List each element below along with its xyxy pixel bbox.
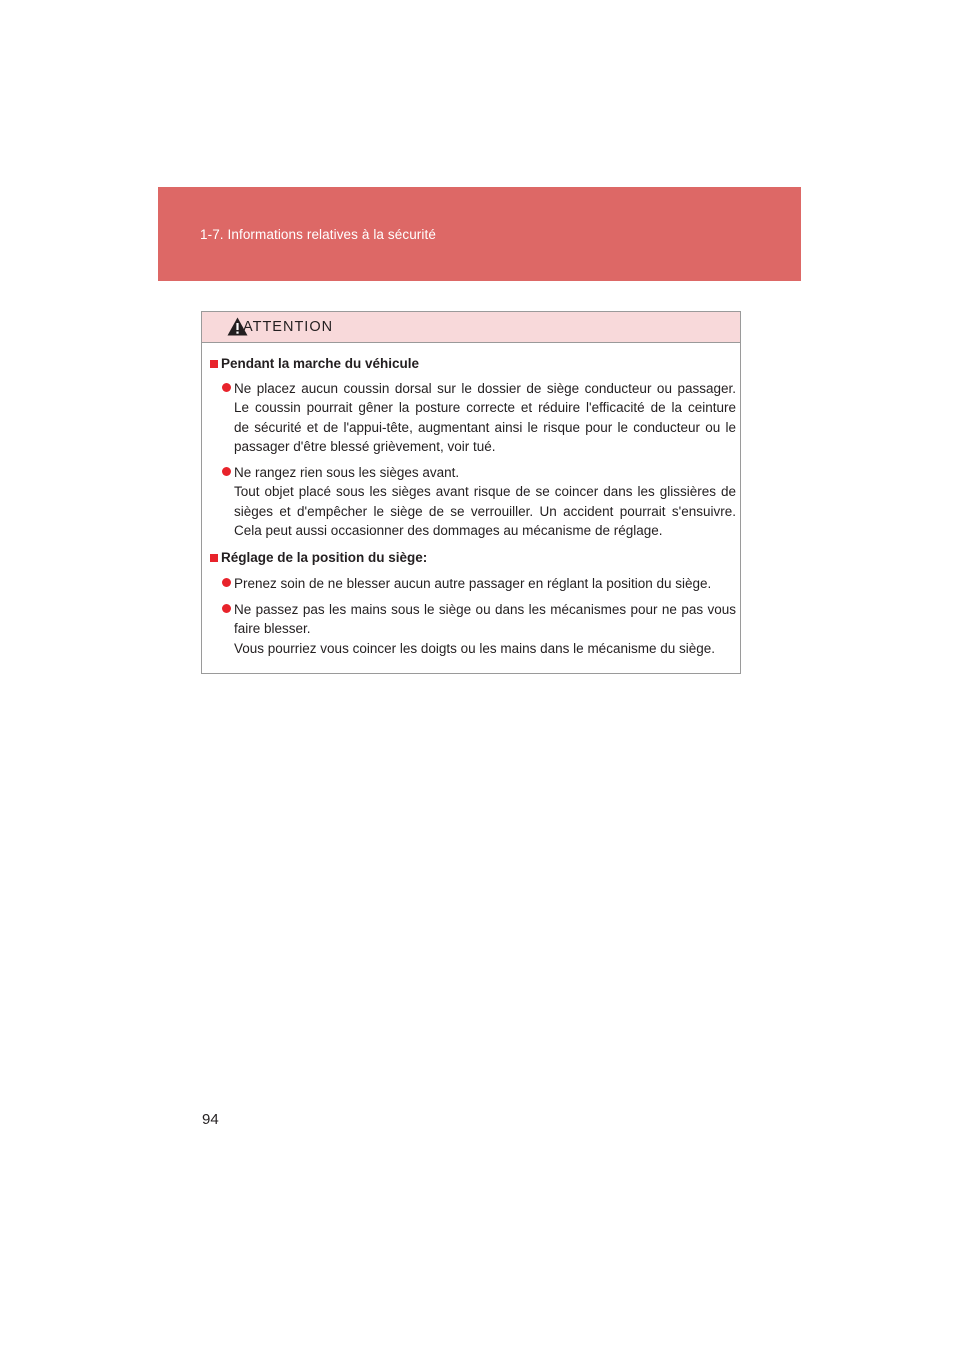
text-line: Vous pourriez vous coincer les doigts ou les mains dans le mécanisme du siège. <box>234 640 716 656</box>
warning-box <box>201 311 741 674</box>
text-line: Ne placez aucun coussin dorsal sur le dossier de siège conducteur ou passager. <box>234 381 736 396</box>
red-square-icon <box>210 554 218 562</box>
section-header-band <box>158 187 801 281</box>
text-line: Prenez soin de ne blesser aucun autre passager en réglant la position du siège. <box>234 576 712 591</box>
text-line: Ne passez pas les mains sous le siège ou dans les mécanismes pour ne pas vous <box>234 602 736 617</box>
section-heading: Pendant la marche du véhicule <box>210 356 419 371</box>
red-square-icon <box>210 360 218 368</box>
text-line: de sécurité et de l'appui-tête, augmentant ainsi le risque pour le conducteur ou le <box>234 419 736 435</box>
section-heading: Réglage de la position du siège: <box>210 550 427 565</box>
text-line: Tout objet placé sous les sièges avant risque de se coincer dans les glissières de <box>234 484 736 500</box>
text-line: passager d'être blessé grièvement, voir tué. <box>234 438 496 454</box>
red-dot-icon <box>222 578 231 587</box>
red-dot-icon <box>222 467 231 476</box>
page-number: 94 <box>202 1111 219 1128</box>
text-line: sièges et d'empêcher le siège de se verrouiller. Un accident pourrait s'ensuivre. <box>234 503 736 519</box>
section-title: 1-7. Informations relatives à la sécurité <box>200 227 436 242</box>
warning-header <box>202 312 740 343</box>
text-line: Le coussin pourrait gêner la posture correcte et réduire l'efficacité de la ceinture <box>234 400 736 416</box>
red-dot-icon <box>222 604 231 613</box>
text-line: faire blesser. <box>234 621 311 637</box>
red-dot-icon <box>222 383 231 392</box>
text-line: Ne rangez rien sous les sièges avant. <box>234 465 460 480</box>
text-line: Cela peut aussi occasionner des dommages au mécanisme de réglage. <box>234 522 663 538</box>
warning-title: ATTENTION <box>243 319 334 335</box>
